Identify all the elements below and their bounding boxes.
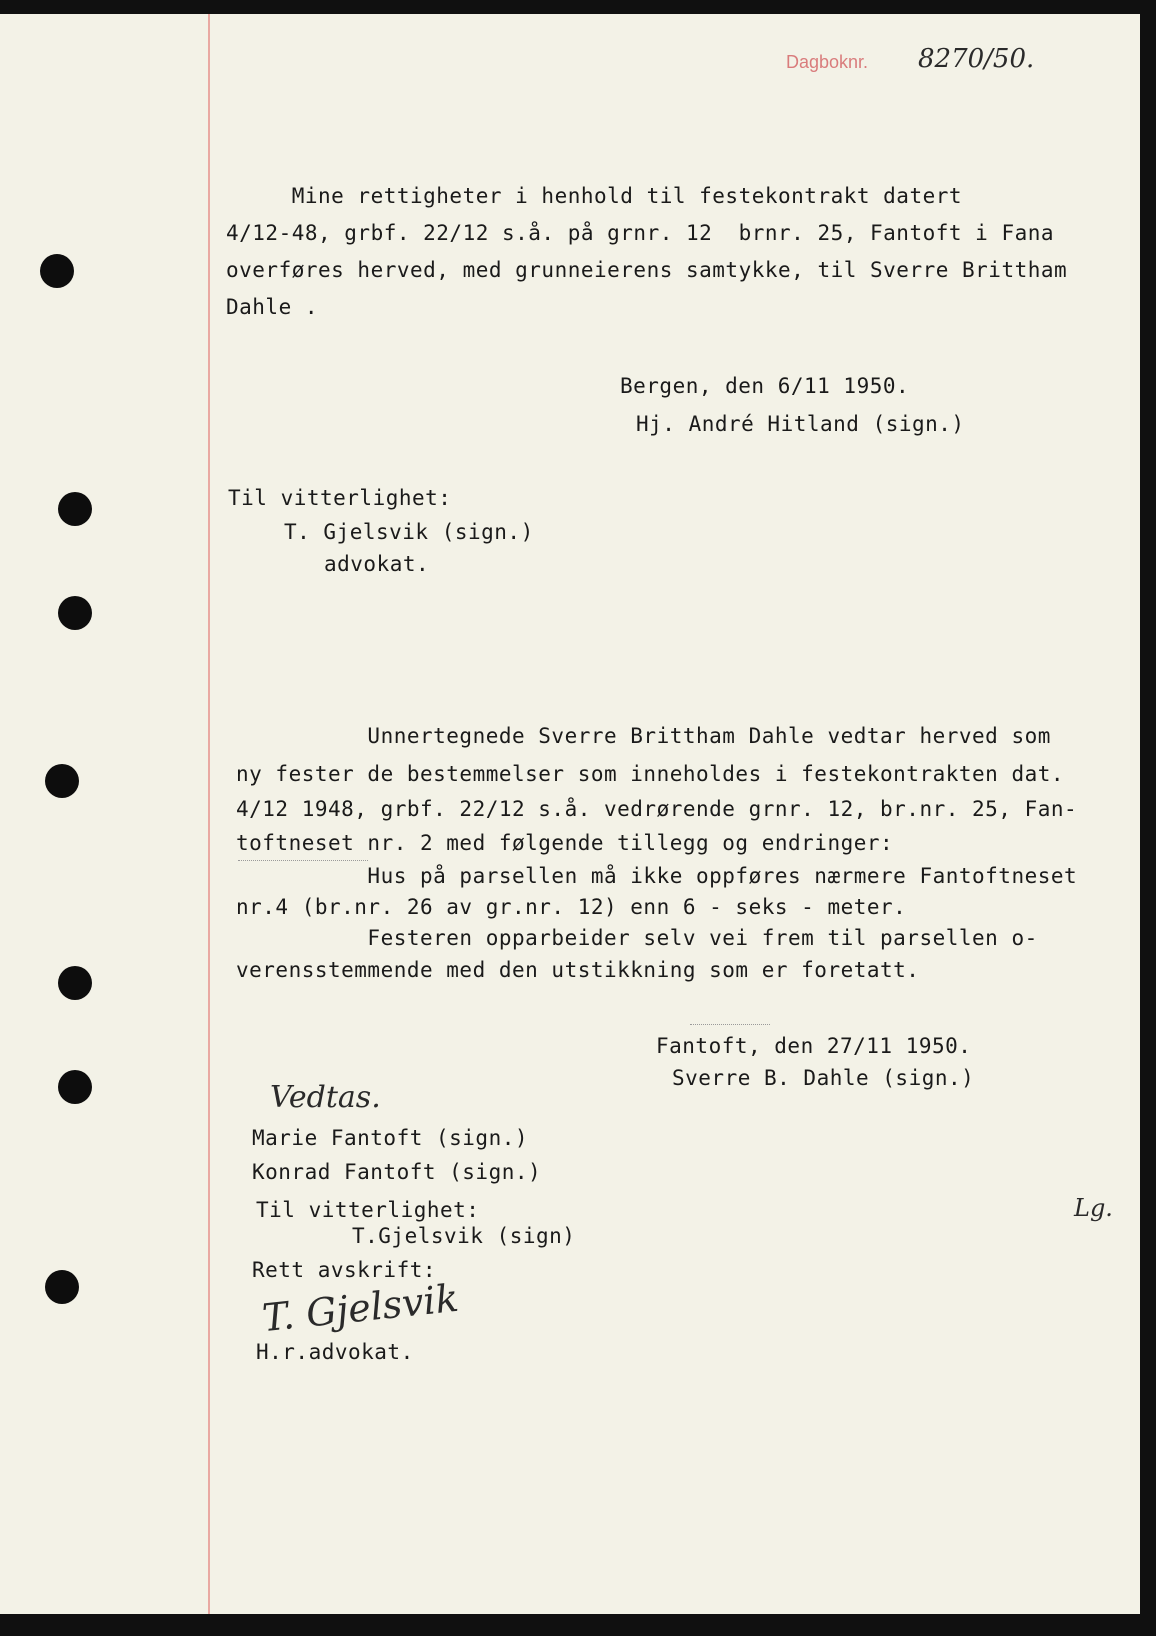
acceptance-line: Hus på parsellen må ikke oppføres nærmere Fantoftneset [236, 864, 1078, 888]
transfer-signer: Hj. André Hitland (sign.) [636, 412, 965, 436]
transfer-line: Dahle . [226, 295, 319, 319]
transfer-line: Mine rettigheter i henhold til festekontrakt datert [226, 184, 963, 208]
approval-witness-name: T.Gjelsvik (sign) [352, 1224, 576, 1248]
transfer-witness-label: Til vitterlighet: [228, 486, 452, 510]
acceptance-line: toftneset nr. 2 med følgende tillegg og endringer: [236, 831, 894, 855]
acceptance-line: Festeren opparbeider selv vei frem til parsellen o- [236, 926, 1038, 950]
copy-label: Rett avskrift: [252, 1258, 437, 1282]
document-page [0, 14, 1140, 1614]
punch-hole [45, 1270, 79, 1304]
punch-hole [58, 596, 92, 630]
punch-hole [45, 764, 79, 798]
dotted-rule [690, 1024, 770, 1025]
punch-hole [58, 1070, 92, 1104]
acceptance-place-date: Fantoft, den 27/11 1950. [656, 1034, 972, 1058]
dotted-rule [238, 860, 368, 861]
copy-title: H.r.advokat. [256, 1340, 414, 1364]
approval-witness-label: Til vitterlighet: [256, 1198, 480, 1222]
acceptance-line: nr.4 (br.nr. 26 av gr.nr. 12) enn 6 - seks - meter. [236, 895, 907, 919]
acceptance-line: 4/12 1948, grbf. 22/12 s.å. vedrørende grnr. 12, br.nr. 25, Fan- [236, 797, 1078, 821]
journal-number: 8270/50. [918, 44, 1035, 74]
punch-hole [58, 966, 92, 1000]
transfer-witness-title: advokat. [324, 552, 430, 576]
approval-signer: Marie Fantoft (sign.) [252, 1126, 529, 1150]
approval-signer: Konrad Fantoft (sign.) [252, 1160, 542, 1184]
acceptance-line: verensstemmende med den utstikkning som er foretatt. [236, 958, 920, 982]
journal-stamp-label: Dagboknr. [786, 52, 869, 72]
transfer-place-date: Bergen, den 6/11 1950. [620, 374, 910, 398]
acceptance-line: Unnertegnede Sverre Brittham Dahle vedtar herved som [236, 724, 1051, 748]
punch-hole [58, 492, 92, 526]
transfer-witness-name: T. Gjelsvik (sign.) [284, 520, 534, 544]
transfer-line: overføres herved, med grunneierens samtykke, til Sverre Brittham [226, 258, 1068, 282]
acceptance-line: ny fester de bestemmelser som inneholdes i festekontrakten dat. [236, 762, 1065, 786]
transfer-line: 4/12-48, grbf. 22/12 s.å. på grnr. 12 brnr. 25, Fantoft i Fana [226, 221, 1055, 245]
handwritten-signature: T. Gjelsvik [260, 1275, 461, 1341]
approval-handwritten-label: Vedtas. [270, 1080, 381, 1115]
handwritten-initials: Lg. [1074, 1194, 1113, 1222]
punch-hole [40, 254, 74, 288]
acceptance-signer: Sverre B. Dahle (sign.) [672, 1066, 975, 1090]
margin-line [208, 14, 210, 1614]
